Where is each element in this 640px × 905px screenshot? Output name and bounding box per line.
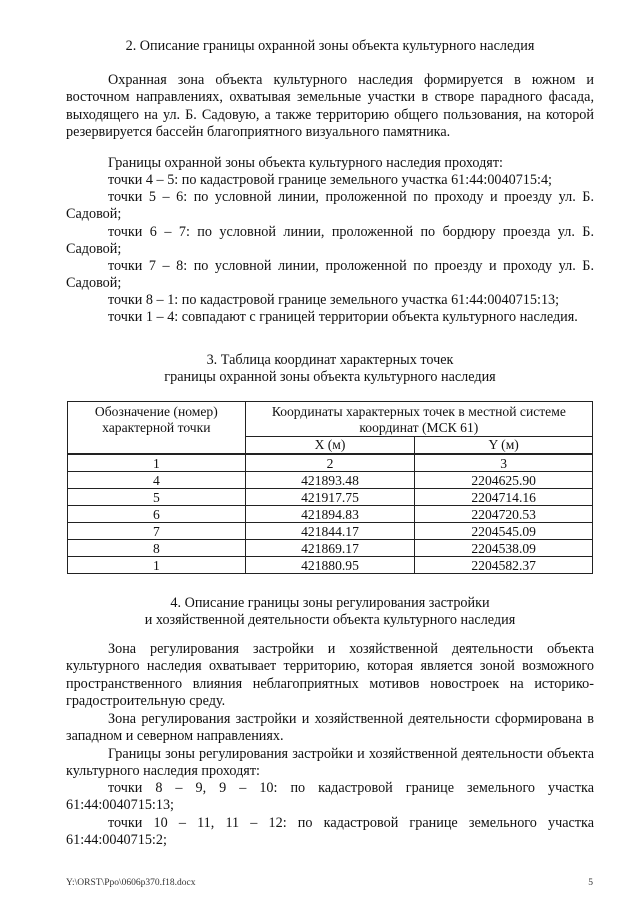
section-2-paragraph: Охранная зона объекта культурного наследия формируется в южном и восточном направлениях, охватывая земельные участки в створе парадного фасада, выходящего на ул. Б. Садовую, а также территорию общего пользования, на которой резервируется бассейн благоприятного визуального памятника. — [66, 72, 594, 141]
section-3-heading-line1: 3. Таблица координат характерных точек — [206, 352, 454, 368]
boundary-point-item: точки 4 – 5: по кадастровой границе земельного участка 61:44:0040715:4; — [108, 172, 552, 188]
section-4-paragraph-3: Границы зоны регулирования застройки и хозяйственной деятельности объекта культурного наследия проходят: — [66, 746, 594, 780]
section-4-paragraph-1: Зона регулирования застройки и хозяйственной деятельности объекта культурного наследия охватывает территорию, которая является зоной возможного пространственного влияния неблагоприятных мотивов новостроек на историко-градостроительную среду. — [66, 641, 594, 710]
boundary-point-item: точки 1 – 4: совпадают с границей территории объекта культурного наследия. — [108, 309, 578, 325]
x-cell: 421869.17 — [245, 540, 415, 557]
x-cell: 421844.17 — [245, 523, 415, 540]
zone-point-item: точки 10 – 11, 11 – 12: по кадастровой границе земельного участка 61:44:0040715:2; — [66, 815, 594, 849]
y-cell: 2204714.16 — [415, 489, 593, 506]
section-2-intro: Границы охранной зоны объекта культурного наследия проходят: — [108, 155, 503, 171]
section-2-heading: 2. Описание границы охранной зоны объекта культурного наследия — [125, 38, 535, 54]
section-4-heading-line2: и хозяйственной деятельности объекта культурного наследия — [144, 612, 516, 628]
x-cell: 421893.48 — [245, 472, 415, 489]
y-cell: 2204545.09 — [415, 523, 593, 540]
x-cell: 421880.95 — [245, 557, 415, 574]
x-header: X (м) — [245, 437, 415, 455]
page-number: 5 — [588, 878, 593, 888]
table-row — [68, 489, 593, 506]
point-cell: 5 — [68, 489, 246, 506]
x-cell: 421917.75 — [245, 489, 415, 506]
section-4-paragraph-2: Зона регулирования застройки и хозяйственной деятельности сформирована в западном и северном направлениях. — [66, 711, 594, 745]
point-cell: 1 — [68, 557, 246, 574]
table-cell: 1 — [68, 454, 246, 472]
boundary-point-item: точки 6 – 7: по условной линии, проложенной по бордюру проезда ул. Б. Садовой; — [66, 224, 594, 258]
section-3-heading-line2: границы охранной зоны объекта культурного наследия — [164, 369, 496, 385]
table-row — [68, 523, 593, 540]
table-row — [68, 472, 593, 489]
y-cell: 2204720.53 — [415, 506, 593, 523]
column-numbering-row — [68, 454, 593, 472]
boundary-point-item: точки 7 – 8: по условной линии, проложенной по проезду и проходу ул. Б. Садовой; — [66, 258, 594, 292]
point-cell: 7 — [68, 523, 246, 540]
y-cell: 2204582.37 — [415, 557, 593, 574]
footer-file-path: Y:\ORST\Ppo\0606p370.f18.docx — [66, 878, 196, 888]
point-cell: 8 — [68, 540, 246, 557]
section-4-heading-line1: 4. Описание границы зоны регулирования застройки — [170, 595, 490, 611]
table-cell: 2 — [245, 454, 415, 472]
table-header-row — [68, 402, 593, 437]
point-cell: 4 — [68, 472, 246, 489]
table-row — [68, 557, 593, 574]
coordinates-table — [67, 401, 593, 574]
y-header: Y (м) — [415, 437, 593, 455]
boundary-point-item: точки 8 – 1: по кадастровой границе земельного участка 61:44:0040715:13; — [108, 292, 560, 308]
coordinates-header: Координаты характерных точек в местной системе координат (МСК 61) — [245, 402, 592, 437]
zone-point-item: точки 8 – 9, 9 – 10: по кадастровой границе земельного участка 61:44:0040715:13; — [66, 780, 594, 814]
point-cell: 6 — [68, 506, 246, 523]
boundary-point-item: точки 5 – 6: по условной линии, проложенной по проходу и проезду ул. Б. Садовой; — [66, 189, 594, 223]
table-cell: 3 — [415, 454, 593, 472]
y-cell: 2204625.90 — [415, 472, 593, 489]
point-number-header: Обозначение (номер) характерной точки — [68, 402, 246, 455]
table-row — [68, 540, 593, 557]
table-row — [68, 506, 593, 523]
x-cell: 421894.83 — [245, 506, 415, 523]
y-cell: 2204538.09 — [415, 540, 593, 557]
